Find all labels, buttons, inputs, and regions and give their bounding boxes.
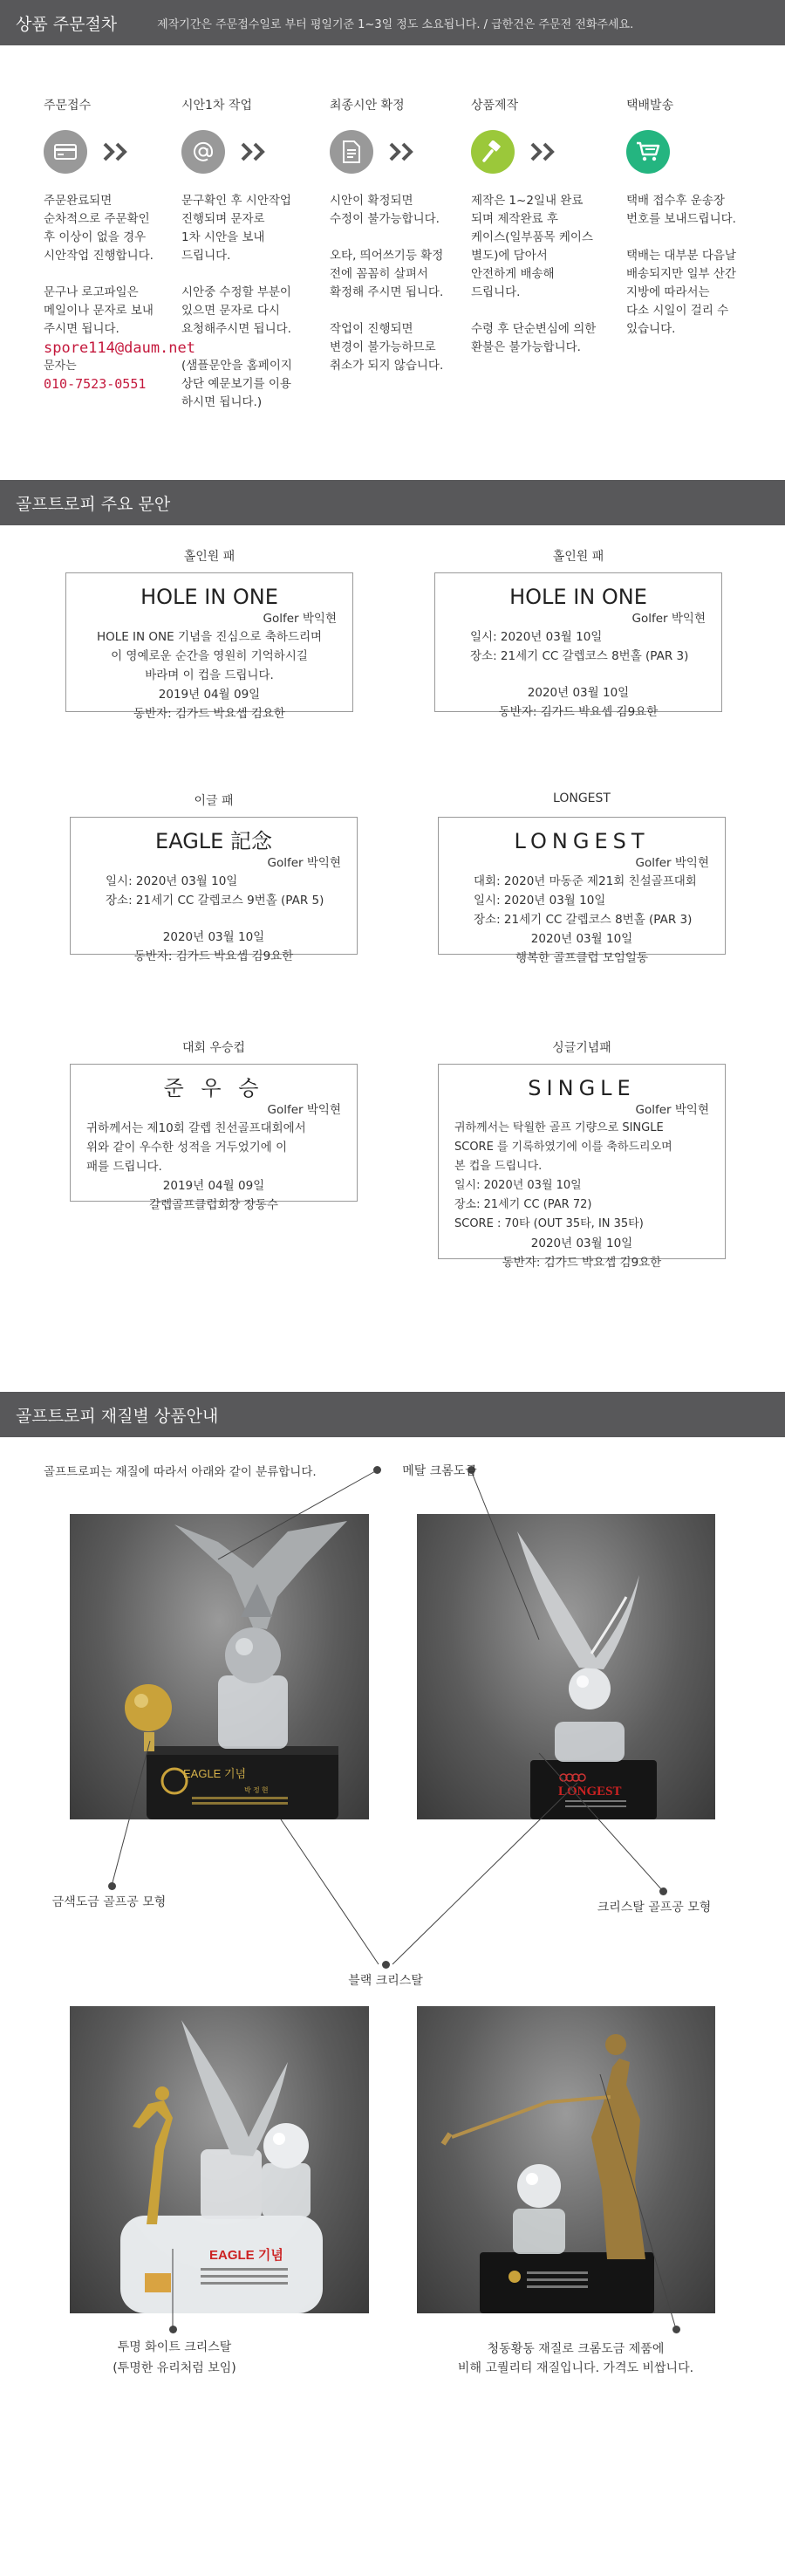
phrase-text: HOLE IN ONE 기념을 진심으로 축하드리며 이 영예로운 순간을 영원히 기억하시길 바라며 이 컵을 드립니다. — [96, 630, 323, 682]
phrase-caption: 이글 패 — [194, 794, 234, 808]
phrase-caption: 대회 우승컵 — [181, 1041, 246, 1055]
eagle2-plate-text: EAGLE 기념 — [209, 2248, 283, 2263]
phrase-caption: 홀인원 패 — [183, 550, 236, 564]
phrase-golfer: Golfer 박익현 — [263, 612, 337, 626]
at-icon — [181, 130, 225, 174]
phrase-text: 일시: 2020년 03월 10일 장소: 21세기 CC 갈렙코스 8번홀 (PAR 3) — [470, 630, 689, 663]
phrase-text: 귀하께서는 제10회 갈렙 친선골프대회에서 위와 같이 우수한 성적을 거두었기에 이 패를 드립니다. — [86, 1121, 306, 1174]
phrase-sign: 갈렙골프클럽회장 장동수 — [149, 1198, 278, 1212]
step-production — [471, 96, 606, 375]
procedure-header — [0, 0, 785, 45]
step-label: 택배발송 — [626, 99, 674, 113]
step-order — [44, 96, 195, 394]
chevron-right-icon — [530, 142, 560, 161]
phrase-golfer: Golfer 박익현 — [635, 1103, 709, 1117]
phrases-header — [0, 480, 785, 525]
phrase-text: 귀하께서는 탁월한 골프 기량으로 SINGLE SCORE 를 기록하였기에 이를 축하드리오며 본 컵을 드립니다. 일시: 2020년 03월 10일 장소: 21세기 CC (PAR 72) SCORE : 70타 (OUT 35타, IN 35타) — [454, 1121, 672, 1230]
phrase-date: 2019년 04월 09일 — [162, 1179, 265, 1193]
phrase-golfer: Golfer 박익현 — [267, 856, 341, 870]
callout-dot — [108, 1882, 116, 1890]
step-draft — [181, 96, 317, 430]
eagle-plate-name: 박 정 현 — [244, 1786, 269, 1794]
phrase-caption: 싱글기념패 — [552, 1041, 611, 1055]
longest-plate-text: LONGEST — [558, 1785, 622, 1798]
step-label: 시안1차 작업 — [181, 99, 252, 113]
chevron-right-icon — [103, 142, 133, 161]
hammer-icon — [471, 130, 515, 174]
phrase-sign: 행복한 골프클럽 모임일동 — [515, 951, 649, 965]
step-text: 수령 후 단순변심에 의한 환불은 불가능합니다. — [471, 322, 597, 354]
step-text: 작업이 진행되면 변경이 불가능하므로 취소가 되지 않습니다. — [330, 322, 444, 373]
callout-dot — [373, 1466, 381, 1474]
phrase-date: 2020년 03월 10일 — [530, 1237, 633, 1250]
phrase-golfer: Golfer 박익현 — [635, 856, 709, 870]
phrase-sign: 동반자: 김가드 박요셉 김요한 — [133, 707, 285, 721]
phrase-golfer: Golfer 박익현 — [631, 612, 706, 626]
phrase-card — [65, 572, 353, 721]
material-intro: 골프트로피는 재질에 따라서 아래와 같이 분류합니다. — [44, 1465, 317, 1479]
bronze-golfer-trophy-photo — [417, 2006, 715, 2313]
phrase-card — [70, 1064, 358, 1212]
phrase-title: EAGLE 記念 — [155, 829, 272, 853]
procedure-title: 상품 주문절차 — [16, 14, 118, 34]
chevron-right-icon — [389, 142, 419, 161]
step-text: 시안중 수정할 부분이 있으면 문자로 다시 요청해주시면 됩니다. — [181, 285, 291, 336]
phrase-card — [438, 817, 726, 965]
phrase-card — [70, 817, 358, 963]
callout-black-crystal: 블랙 크리스탈 — [348, 1974, 423, 1988]
material-section — [0, 1437, 785, 2576]
step-text: 제작은 1~2일내 완료 되며 제작완료 후 케이스(일부품목 케이스 별도)에 담아서 안전하게 배송해 드립니다. — [471, 194, 593, 299]
chevron-right-icon — [241, 142, 270, 161]
eagle-trophy-photo — [70, 1514, 369, 1819]
step-text: 오타, 띄어쓰기등 확정 전에 꼼꼼히 살펴서 확정해 주시면 됩니다. — [330, 249, 444, 299]
callout-white-crystal: 투명 화이트 크리스탈 — [117, 2340, 232, 2354]
step-label: 상품제작 — [471, 99, 519, 113]
phrase-title: LONGEST — [514, 829, 650, 853]
phrase-card — [434, 572, 722, 719]
phrase-card — [438, 1064, 726, 1270]
phrase-title: 준 우 승 — [163, 1076, 264, 1100]
phone-label: 문자는 — [44, 360, 77, 373]
phrase-sign: 동반자: 김가드 박요셉 김9요한 — [133, 949, 294, 963]
step-text: 시안이 확정되면 수정이 불가능합니다. — [330, 194, 440, 226]
phrase-text: 일시: 2020년 03월 10일 장소: 21세기 CC 갈렙코스 9번홀 (PAR 5) — [106, 874, 324, 908]
step-text: (샘플문안을 홈페이지 상단 예문보기를 이용 하시면 됩니다.) — [181, 359, 292, 409]
callout-chrome: 메탈 크롬도금 — [402, 1464, 477, 1478]
phrase-caption: 홀인원 패 — [552, 550, 604, 564]
phrase-caption: LONGEST — [553, 791, 611, 805]
phrase-date: 2020년 03월 10일 — [162, 930, 265, 944]
document-icon — [330, 130, 373, 174]
phrase-date: 2020년 03월 10일 — [530, 932, 633, 946]
phrase-title: HOLE IN ONE — [509, 585, 647, 609]
procedure-section — [0, 45, 785, 480]
phrase-sign: 동반자: 김가드 박요셉 김9요한 — [502, 1256, 662, 1270]
step-text: 문구나 로고파일은 메일이나 문자로 보내 주시면 됩니다. — [44, 285, 154, 336]
step-label: 최종시안 확정 — [330, 99, 405, 113]
callout-gold-ball: 금색도금 골프공 모형 — [51, 1895, 167, 1909]
phone-number[interactable]: 010-7523-0551 — [44, 376, 147, 392]
longest-trophy-photo — [417, 1514, 715, 1819]
card-icon — [44, 130, 87, 174]
callout-dot — [169, 2326, 177, 2333]
callout-bronze-line1: 청동황동 재질로 크롬도금 제품에 — [487, 2342, 665, 2356]
step-text: 택배는 대부분 다음날 배송되지만 일부 산간 지방에 따라서는 다소 시일이 걸리 수 있습니다. — [626, 249, 736, 336]
procedure-note: 제작기간은 주문접수일로 부터 평일기준 1~3일 정도 소요됩니다. / 급한건은 주문전 전화주세요. — [157, 17, 634, 31]
material-title: 골프트로피 재질별 상품안내 — [16, 1406, 219, 1426]
phrase-date: 2020년 03월 10일 — [527, 686, 630, 700]
step-text: 주문완료되면 순차적으로 주문확인 후 이상이 없을 경우 시안작업 진행합니다. — [44, 194, 154, 263]
step-text: 문구확인 후 시안작업 진행되며 문자로 1차 시안을 보내 드립니다. — [181, 194, 291, 263]
callout-dot — [672, 2326, 680, 2333]
phrase-title: SINGLE — [528, 1076, 636, 1100]
step-delivery — [626, 96, 761, 357]
step-confirm — [330, 96, 465, 394]
eagle-plate-text: EAGLE 기념 — [183, 1767, 247, 1780]
step-text: 택배 접수후 운송장 번호를 보내드립니다. — [626, 194, 736, 226]
email-link[interactable]: spore114@daum.net — [44, 339, 195, 357]
phrases-section — [0, 525, 785, 1392]
step-label: 주문접수 — [44, 99, 92, 113]
phrases-title: 골프트로피 주요 문안 — [16, 494, 171, 514]
phrase-text: 대회: 2020년 마동준 제21회 친설골프대회 일시: 2020년 03월 10일 장소: 21세기 CC 갈렙코스 8번홀 (PAR 3) — [474, 874, 697, 927]
callout-dot — [382, 1961, 390, 1969]
phrase-golfer: Golfer 박익현 — [267, 1103, 341, 1117]
phrase-sign: 동반자: 김가드 박요셉 김9요한 — [498, 705, 659, 719]
white-crystal-trophy-photo — [70, 2006, 369, 2313]
callout-bronze-line2: 비해 고퀄리티 재질입니다. 가격도 비쌉니다. — [457, 2361, 694, 2375]
material-header — [0, 1392, 785, 1437]
phrase-date: 2019년 04월 09일 — [158, 688, 261, 702]
callout-white-crystal-sub: (투명한 유리처럼 보임) — [113, 2361, 236, 2375]
callout-dot — [659, 1887, 667, 1895]
cart-icon — [626, 130, 670, 174]
phrase-title: HOLE IN ONE — [140, 585, 278, 609]
callout-crystal-ball: 크리스탈 골프공 모형 — [597, 1901, 712, 1915]
